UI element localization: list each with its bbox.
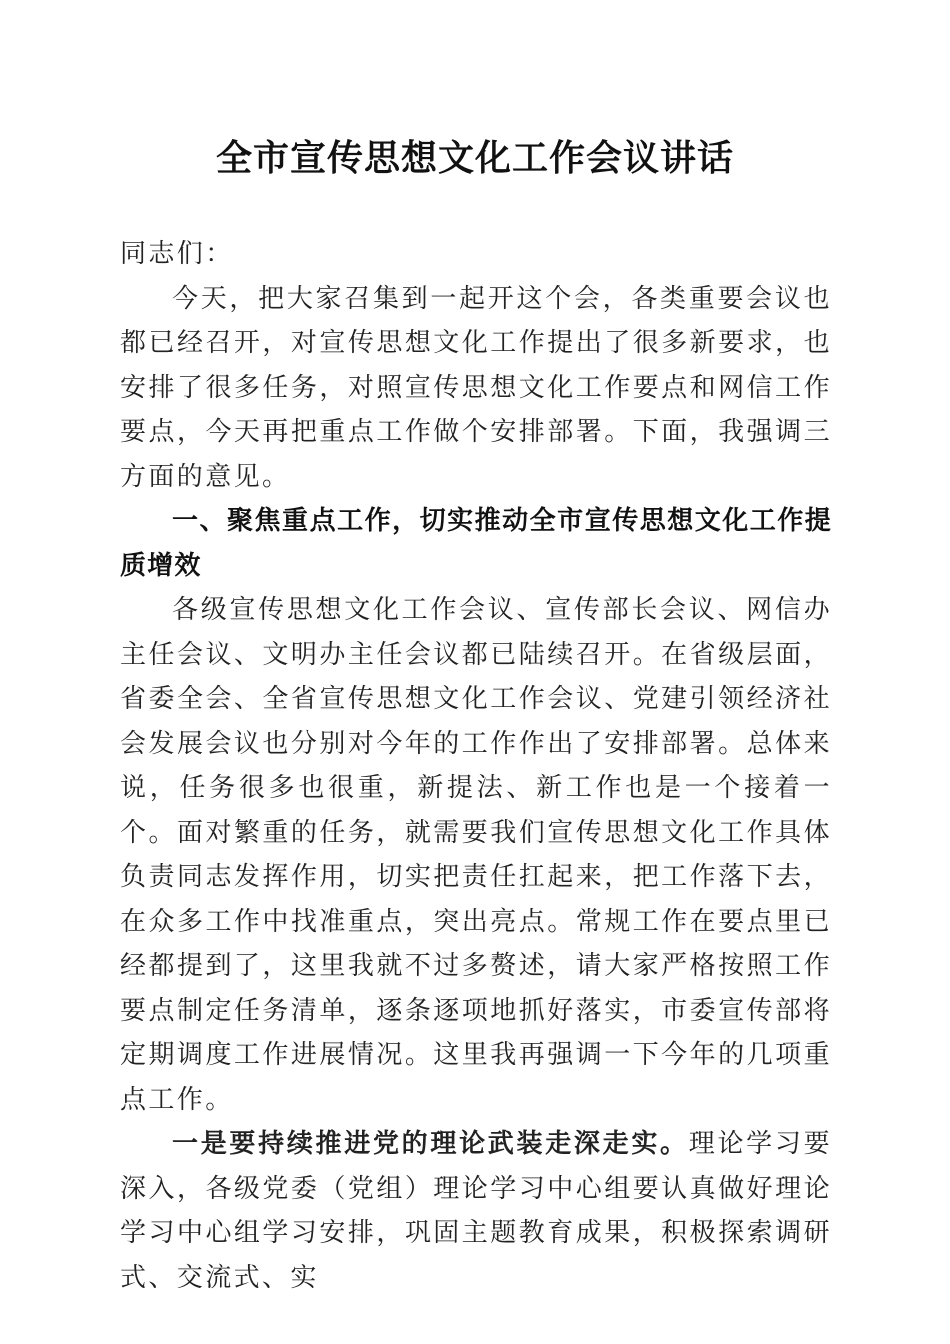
point-1-body: 理论学习要深入，各级党委（党组）理论学习中心组要认真做好理论学习中心组学习安排，巩固主题教育成果，积极探索调研式、交流式、实 bbox=[120, 1129, 832, 1293]
point-1-lead: 一是要持续推进党的理论武装走深走实。 bbox=[172, 1129, 689, 1159]
intro-paragraph: 今天，把大家召集到一起开这个会，各类重要会议也都已经召开，对宣传思想文化工作提出了很多新要求，也安排了很多任务，对照宣传思想文化工作要点和网信工作要点，今天再把重点工作做个安排部署。下面，我强调三方面的意见。 bbox=[120, 283, 832, 492]
point-1-paragraph bbox=[120, 1122, 832, 1300]
document-title: 全市宣传思想文化工作会议讲话 bbox=[215, 137, 734, 179]
section-1-paragraph: 各级宣传思想文化工作会议、宣传部长会议、网信办主任会议、文明办主任会议都已陆续召开。在省级层面，省委全会、全省宣传思想文化工作会议、党建引领经济社会发展会议也分别对今年的工作作出了安排部署。总体来说，任务很多也很重，新提法、新工作也是一个接着一个。面对繁重的任务，就需要我们宣传思想文化工作具体负责同志发挥作用，切实把责任扛起来，把工作落下去，在众多工作中找准重点，突出亮点。常规工作在要点里已经都提到了，这里我就不过多赘述，请大家严格按照工作要点制定任务清单，逐条逐项地抓好落实，市委宣传部将定期调度工作进展情况。这里我再强调一下今年的几项重点工作。 bbox=[120, 595, 832, 1115]
salutation: 同志们： bbox=[120, 239, 234, 269]
section-heading-1: 一、聚焦重点工作，切实推动全市宣传思想文化工作提质增效 bbox=[120, 506, 832, 581]
document-body bbox=[120, 232, 832, 1300]
